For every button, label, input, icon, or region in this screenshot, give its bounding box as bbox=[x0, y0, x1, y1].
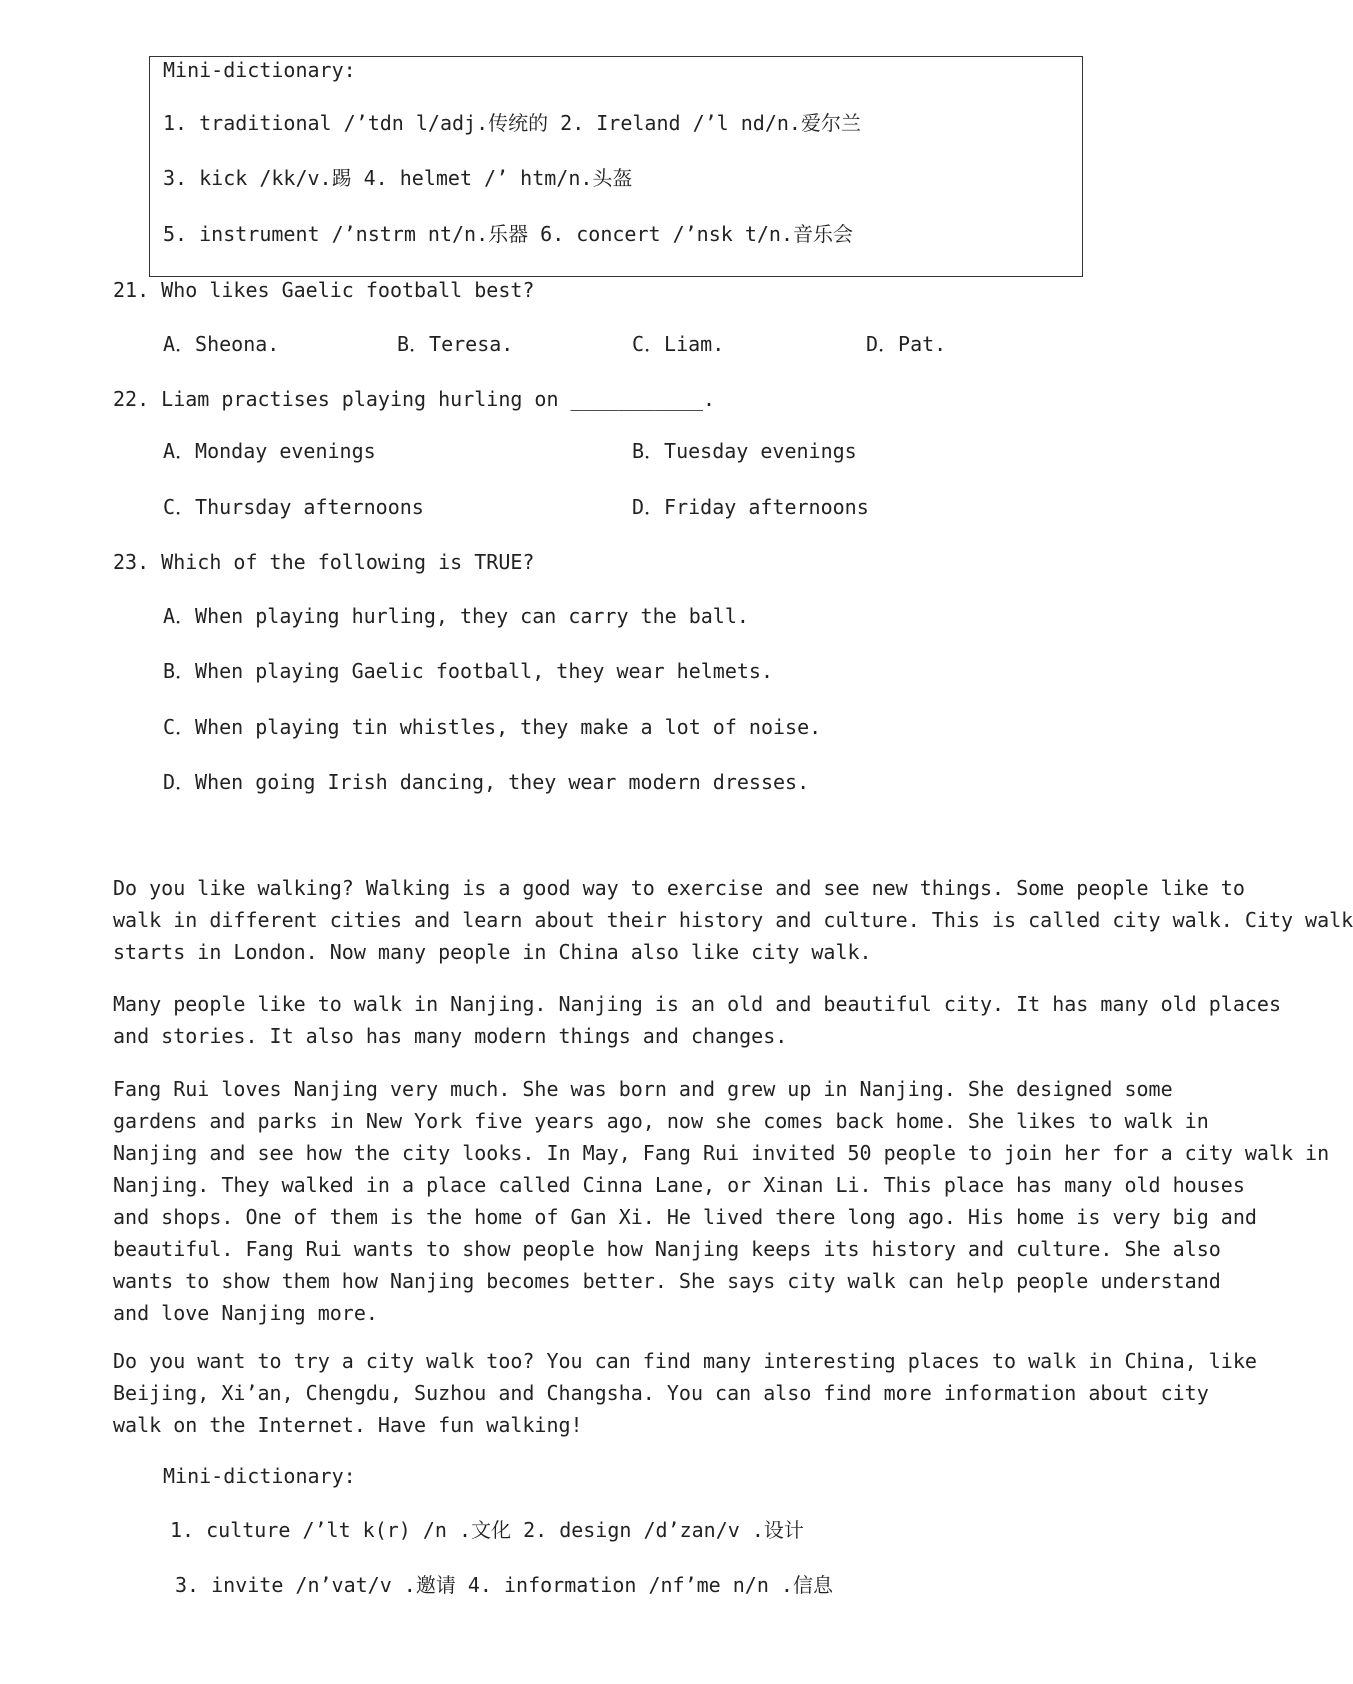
passage-line: Nanjing and see how the city looks. In May, Fang Rui invited 50 people to join her for a city walk in bbox=[113, 1141, 1330, 1165]
passage-line: gardens and parks in New York five years ago, now she comes back home. She likes to walk in bbox=[113, 1109, 1209, 1133]
mini-dictionary-2-title: Mini-dictionary: bbox=[163, 1464, 356, 1488]
passage-paragraph-3 bbox=[113, 1073, 1330, 1329]
passage-line: Fang Rui loves Nanjing very much. She was born and grew up in Nanjing. She designed some bbox=[113, 1077, 1173, 1101]
passage-line: Do you want to try a city walk too? You can find many interesting places to walk in China, like bbox=[113, 1349, 1257, 1373]
question-23-stem: 23. Which of the following is TRUE? bbox=[113, 550, 535, 574]
mini-dictionary-line-1: 1. traditional /’tdn l/adj.传统的 2. Ireland /’l nd/n.爱尔兰 bbox=[163, 111, 861, 135]
question-21-option-a[interactable]: A．Sheona. bbox=[163, 332, 280, 356]
question-23-option-b[interactable]: B．When playing Gaelic football, they wear helmets. bbox=[163, 659, 774, 683]
question-23-option-d[interactable]: D．When going Irish dancing, they wear modern dresses. bbox=[163, 770, 810, 794]
mini-dictionary-line-3: 5. instrument /’nstrm nt/n.乐器 6. concert /’nsk t/n.音乐会 bbox=[163, 222, 854, 246]
question-21-stem: 21. Who likes Gaelic football best? bbox=[113, 278, 535, 302]
passage-line: Beijing, Xi’an, Chengdu, Suzhou and Changsha. You can also find more information about city bbox=[113, 1381, 1209, 1405]
passage-line: wants to show them how Nanjing becomes better. She says city walk can help people understand bbox=[113, 1269, 1221, 1293]
passage-line: Do you like walking? Walking is a good way to exercise and see new things. Some people like to bbox=[113, 876, 1245, 900]
mini-dictionary-2-line-2: 3. invite /n’vat/v .邀请 4. information /nf’me n/n .信息 bbox=[175, 1573, 833, 1597]
question-21-option-d[interactable]: D．Pat. bbox=[866, 332, 947, 356]
passage-line: starts in London. Now many people in China also like city walk. bbox=[113, 940, 872, 964]
question-23-option-a[interactable]: A．When playing hurling, they can carry the ball. bbox=[163, 604, 749, 628]
question-23-option-c[interactable]: C．When playing tin whistles, they make a lot of noise. bbox=[163, 715, 822, 739]
question-22-option-d[interactable]: D．Friday afternoons bbox=[632, 495, 869, 519]
question-22-option-a[interactable]: A．Monday evenings bbox=[163, 439, 376, 463]
question-22-option-b[interactable]: B．Tuesday evenings bbox=[632, 439, 857, 463]
passage-paragraph-2 bbox=[113, 988, 1281, 1052]
passage-paragraph-4 bbox=[113, 1345, 1257, 1441]
mini-dictionary-title: Mini-dictionary: bbox=[163, 58, 356, 82]
passage-line: beautiful. Fang Rui wants to show people how Nanjing keeps its history and culture. She also bbox=[113, 1237, 1221, 1261]
question-22-option-c[interactable]: C．Thursday afternoons bbox=[163, 495, 424, 519]
question-21-option-c[interactable]: C．Liam. bbox=[632, 332, 725, 356]
passage-line: and stories. It also has many modern things and changes. bbox=[113, 1024, 788, 1048]
question-21-option-b[interactable]: B．Teresa. bbox=[397, 332, 514, 356]
passage-line: and shops. One of them is the home of Gan Xi. He lived there long ago. His home is very big and bbox=[113, 1205, 1257, 1229]
passage-paragraph-1 bbox=[113, 872, 1353, 968]
mini-dictionary-line-2: 3. kick /kk/v.踢 4. helmet /’ htm/n.头盔 bbox=[163, 166, 633, 190]
passage-line: Many people like to walk in Nanjing. Nanjing is an old and beautiful city. It has many old places bbox=[113, 992, 1281, 1016]
passage-line: walk in different cities and learn about their history and culture. This is called city walk. City walk bbox=[113, 908, 1353, 932]
passage-line: Nanjing. They walked in a place called Cinna Lane, or Xinan Li. This place has many old houses bbox=[113, 1173, 1245, 1197]
question-22-stem: 22. Liam practises playing hurling on ___________. bbox=[113, 387, 716, 411]
passage-line: and love Nanjing more. bbox=[113, 1301, 378, 1325]
mini-dictionary-2-line-1: 1. culture /’lt k(r) /n .文化 2. design /d’zan/v .设计 bbox=[170, 1518, 804, 1542]
passage-line: walk on the Internet. Have fun walking! bbox=[113, 1413, 583, 1437]
